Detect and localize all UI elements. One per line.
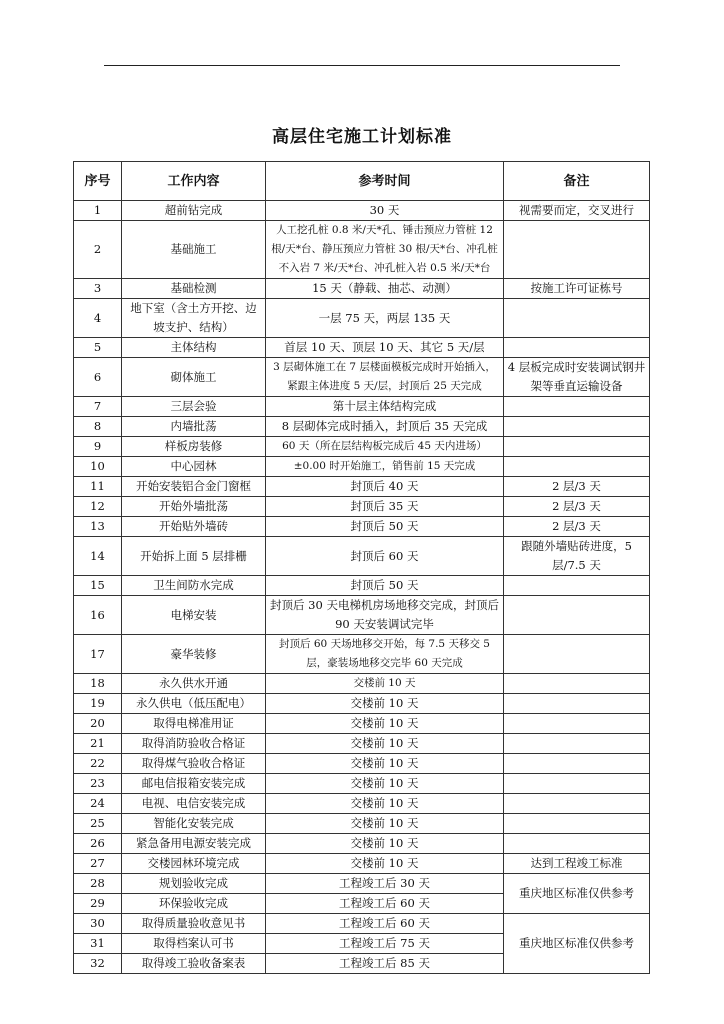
row-time: 8 层砌体完成时插入，封顶后 35 天完成 <box>266 417 504 437</box>
row-time: 60 天（所在层结构板完成后 45 天内进场） <box>266 437 504 457</box>
row-task: 邮电信报箱安装完成 <box>122 774 266 794</box>
row-time: 交楼前 10 天 <box>266 694 504 714</box>
row-note <box>504 457 650 477</box>
row-time: 3 层砌体施工在 7 层楼面模板完成时开始插入，紧跟主体进度 5 天/层，封顶后 25 天完成 <box>266 358 504 397</box>
row-time: 工程竣工后 75 天 <box>266 934 504 954</box>
row-number: 18 <box>74 674 122 694</box>
row-number: 24 <box>74 794 122 814</box>
table-row <box>74 596 650 635</box>
header-no: 序号 <box>74 162 122 201</box>
table-row <box>74 477 650 497</box>
row-note <box>504 754 650 774</box>
row-time: 工程竣工后 85 天 <box>266 954 504 974</box>
row-time: 交楼前 10 天 <box>266 674 504 694</box>
row-task: 基础检测 <box>122 279 266 299</box>
row-note <box>504 221 650 279</box>
table-row <box>74 694 650 714</box>
row-time: 工程竣工后 60 天 <box>266 894 504 914</box>
row-note: 达到工程竣工标准 <box>504 854 650 874</box>
row-task: 环保验收完成 <box>122 894 266 914</box>
row-task: 取得消防验收合格证 <box>122 734 266 754</box>
table-row <box>74 794 650 814</box>
table-row <box>74 834 650 854</box>
row-time: 交楼前 10 天 <box>266 714 504 734</box>
row-task: 内墙批荡 <box>122 417 266 437</box>
row-note <box>504 834 650 854</box>
row-number: 26 <box>74 834 122 854</box>
row-task: 开始安装铝合金门窗框 <box>122 477 266 497</box>
row-task: 智能化安装完成 <box>122 814 266 834</box>
row-number: 29 <box>74 894 122 914</box>
row-time: 交楼前 10 天 <box>266 814 504 834</box>
table-header-row <box>74 162 650 201</box>
row-task: 超前钻完成 <box>122 201 266 221</box>
row-number: 25 <box>74 814 122 834</box>
row-number: 19 <box>74 694 122 714</box>
row-task: 地下室（含土方开挖、边坡支护、结构） <box>122 299 266 338</box>
table-row <box>74 914 650 934</box>
row-note <box>504 694 650 714</box>
row-note-merged: 重庆地区标准仅供参考 <box>504 914 650 974</box>
row-note: 2 层/3 天 <box>504 517 650 537</box>
table-row <box>74 221 650 279</box>
table-row <box>74 279 650 299</box>
row-time: 封顶后 50 天 <box>266 576 504 596</box>
table-row <box>74 754 650 774</box>
row-number: 27 <box>74 854 122 874</box>
row-number: 32 <box>74 954 122 974</box>
row-task: 规划验收完成 <box>122 874 266 894</box>
row-time: 封顶后 30 天电梯机房场地移交完成，封顶后 90 天安装调试完毕 <box>266 596 504 635</box>
row-task: 交楼园林环境完成 <box>122 854 266 874</box>
row-note <box>504 417 650 437</box>
row-task: 永久供电（低压配电） <box>122 694 266 714</box>
row-task: 三层会验 <box>122 397 266 417</box>
row-task: 基础施工 <box>122 221 266 279</box>
row-task: 取得质量验收意见书 <box>122 914 266 934</box>
row-note: 视需要而定，交叉进行 <box>504 201 650 221</box>
row-time: 交楼前 10 天 <box>266 734 504 754</box>
row-number: 4 <box>74 299 122 338</box>
row-task: 电梯安装 <box>122 596 266 635</box>
row-note <box>504 774 650 794</box>
row-time: 封顶后 50 天 <box>266 517 504 537</box>
row-task: 取得煤气验收合格证 <box>122 754 266 774</box>
row-task: 砌体施工 <box>122 358 266 397</box>
row-task: 主体结构 <box>122 338 266 358</box>
row-task: 取得档案认可书 <box>122 934 266 954</box>
row-note: 按施工许可证栋号 <box>504 279 650 299</box>
table-row <box>74 497 650 517</box>
row-note <box>504 299 650 338</box>
row-note <box>504 814 650 834</box>
row-note <box>504 674 650 694</box>
row-number: 28 <box>74 874 122 894</box>
row-time: 交楼前 10 天 <box>266 754 504 774</box>
header-time: 参考时间 <box>266 162 504 201</box>
row-note <box>504 338 650 358</box>
row-time: 15 天（静载、抽芯、动测） <box>266 279 504 299</box>
row-task: 永久供水开通 <box>122 674 266 694</box>
table-row <box>74 299 650 338</box>
table-row <box>74 338 650 358</box>
row-number: 17 <box>74 635 122 674</box>
table-row <box>74 358 650 397</box>
row-note <box>504 596 650 635</box>
table-row <box>74 854 650 874</box>
row-number: 9 <box>74 437 122 457</box>
row-number: 20 <box>74 714 122 734</box>
row-time: 30 天 <box>266 201 504 221</box>
row-number: 15 <box>74 576 122 596</box>
row-number: 1 <box>74 201 122 221</box>
table-row <box>74 734 650 754</box>
table-row <box>74 714 650 734</box>
row-number: 30 <box>74 914 122 934</box>
row-task: 紧急备用电源安装完成 <box>122 834 266 854</box>
table-row <box>74 774 650 794</box>
row-note <box>504 437 650 457</box>
row-note: 2 层/3 天 <box>504 497 650 517</box>
row-time: 封顶后 60 天场地移交开始，每 7.5 天移交 5 层，豪装场地移交完毕 60 天完成 <box>266 635 504 674</box>
row-number: 10 <box>74 457 122 477</box>
row-time: 一层 75 天，两层 135 天 <box>266 299 504 338</box>
row-time: 工程竣工后 30 天 <box>266 874 504 894</box>
header-task: 工作内容 <box>122 162 266 201</box>
row-number: 8 <box>74 417 122 437</box>
table-row <box>74 397 650 417</box>
row-time: 人工挖孔桩 0.8 米/天*孔、锤击预应力管桩 12 根/天*台、静压预应力管桩 30 根/天*台、冲孔桩不入岩 7 米/天*台、冲孔桩入岩 0.5 米/天*台 <box>266 221 504 279</box>
row-note: 跟随外墙贴砖进度，5 层/7.5 天 <box>504 537 650 576</box>
row-number: 11 <box>74 477 122 497</box>
row-number: 7 <box>74 397 122 417</box>
row-number: 23 <box>74 774 122 794</box>
row-note <box>504 635 650 674</box>
row-task: 取得竣工验收备案表 <box>122 954 266 974</box>
row-note: 4 层板完成时安装调试钢井架等垂直运输设备 <box>504 358 650 397</box>
table-row <box>74 674 650 694</box>
table-row <box>74 417 650 437</box>
table-row <box>74 437 650 457</box>
row-note <box>504 734 650 754</box>
row-time: 交楼前 10 天 <box>266 854 504 874</box>
row-time: 封顶后 40 天 <box>266 477 504 497</box>
row-number: 31 <box>74 934 122 954</box>
table-row <box>74 517 650 537</box>
row-note <box>504 714 650 734</box>
row-number: 2 <box>74 221 122 279</box>
schedule-table <box>73 161 650 974</box>
header-note: 备注 <box>504 162 650 201</box>
row-time: 第十层主体结构完成 <box>266 397 504 417</box>
row-number: 3 <box>74 279 122 299</box>
table-row <box>74 814 650 834</box>
table-row <box>74 201 650 221</box>
row-task: 卫生间防水完成 <box>122 576 266 596</box>
table-row <box>74 874 650 894</box>
row-number: 14 <box>74 537 122 576</box>
row-number: 13 <box>74 517 122 537</box>
row-task: 开始外墙批荡 <box>122 497 266 517</box>
row-time: 工程竣工后 60 天 <box>266 914 504 934</box>
row-number: 6 <box>74 358 122 397</box>
row-task: 中心园林 <box>122 457 266 477</box>
row-task: 开始拆上面 5 层排栅 <box>122 537 266 576</box>
row-number: 5 <box>74 338 122 358</box>
table-row <box>74 635 650 674</box>
table-row <box>74 576 650 596</box>
row-task: 豪华装修 <box>122 635 266 674</box>
row-number: 16 <box>74 596 122 635</box>
row-time: 交楼前 10 天 <box>266 834 504 854</box>
table-row <box>74 457 650 477</box>
page-title: 高层住宅施工计划标准 <box>272 127 452 147</box>
row-task: 样板房装修 <box>122 437 266 457</box>
row-note <box>504 576 650 596</box>
row-number: 22 <box>74 754 122 774</box>
row-note <box>504 397 650 417</box>
row-time: 封顶后 60 天 <box>266 537 504 576</box>
row-note: 2 层/3 天 <box>504 477 650 497</box>
row-note <box>504 794 650 814</box>
row-task: 电视、电信安装完成 <box>122 794 266 814</box>
row-time: 交楼前 10 天 <box>266 774 504 794</box>
row-time: ±0.00 时开始施工，销售前 15 天完成 <box>266 457 504 477</box>
table-row <box>74 537 650 576</box>
row-number: 12 <box>74 497 122 517</box>
row-task: 开始贴外墙砖 <box>122 517 266 537</box>
row-number: 21 <box>74 734 122 754</box>
row-note-merged: 重庆地区标准仅供参考 <box>504 874 650 914</box>
row-task: 取得电梯准用证 <box>122 714 266 734</box>
row-time: 封顶后 35 天 <box>266 497 504 517</box>
header-rule <box>104 65 620 66</box>
row-time: 交楼前 10 天 <box>266 794 504 814</box>
row-time: 首层 10 天、顶层 10 天、其它 5 天/层 <box>266 338 504 358</box>
